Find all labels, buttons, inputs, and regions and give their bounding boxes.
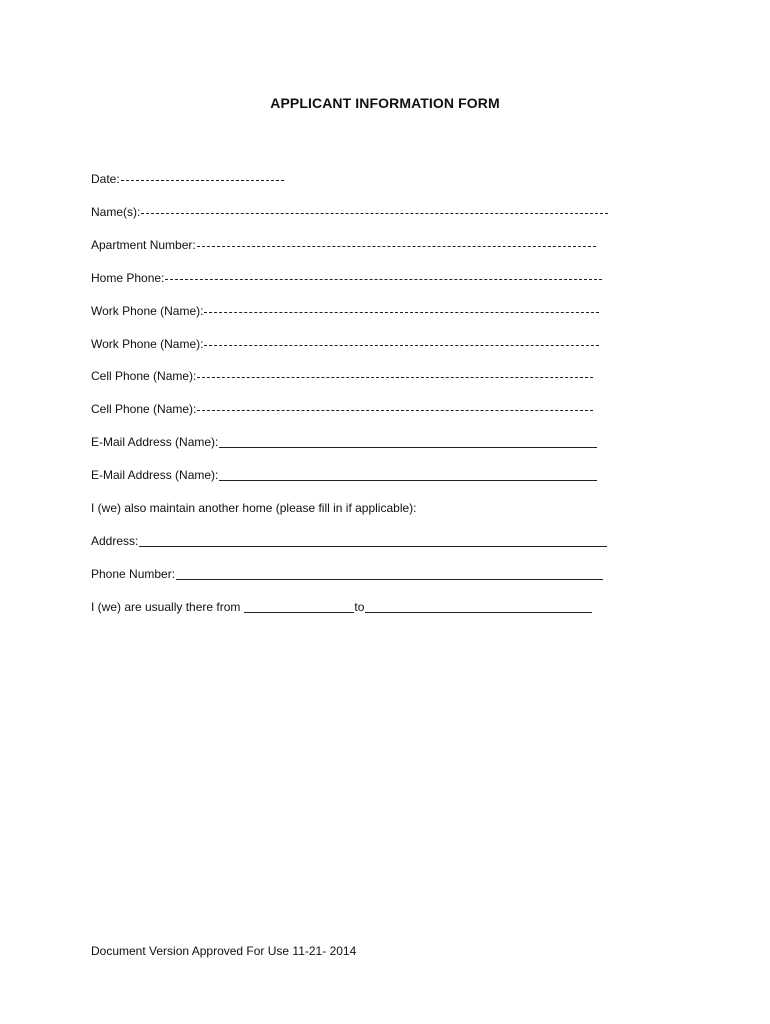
apartment-number-label: Apartment Number:: [91, 238, 196, 252]
another-home-text: I (we) also maintain another home (please fill in if applicable):: [91, 501, 417, 515]
phone-number-label: Phone Number:: [91, 567, 176, 581]
work-phone-input-line-2[interactable]: [204, 336, 599, 346]
usually-there-label: I (we) are usually there from: [91, 600, 241, 614]
cell-phone-field-2: [91, 401, 593, 417]
home-phone-label: Home Phone:: [91, 271, 165, 285]
names-label: Name(s):: [91, 205, 141, 219]
email-field-1: [91, 434, 597, 450]
work-phone-field-1: [91, 303, 599, 319]
apartment-number-field: [91, 237, 596, 253]
cell-phone-label-2: Cell Phone (Name):: [91, 402, 197, 416]
cell-phone-field-1: [91, 368, 593, 384]
from-date-input-line[interactable]: [244, 599, 354, 613]
form-title: APPLICANT INFORMATION FORM: [270, 95, 500, 111]
cell-phone-input-line-2[interactable]: [197, 401, 593, 411]
work-phone-field-2: [91, 336, 599, 352]
email-label-1: E-Mail Address (Name):: [91, 435, 219, 449]
date-input-line[interactable]: [121, 171, 284, 181]
home-phone-input-line[interactable]: [165, 270, 602, 280]
phone-number-field: [91, 566, 603, 582]
to-date-input-line[interactable]: [365, 599, 592, 613]
another-home-statement: [91, 500, 417, 516]
date-label: Date:: [91, 172, 120, 186]
work-phone-input-line-1[interactable]: [204, 303, 599, 313]
address-field: [91, 533, 607, 549]
to-label: to: [354, 600, 365, 614]
cell-phone-label-1: Cell Phone (Name):: [91, 369, 197, 383]
phone-number-input-line[interactable]: [176, 566, 603, 580]
names-field: [91, 204, 608, 220]
document-version-footer: Document Version Approved For Use 11-21- 2014: [91, 944, 357, 958]
address-label: Address:: [91, 534, 139, 548]
date-field: [91, 171, 284, 187]
address-input-line[interactable]: [139, 533, 607, 547]
work-phone-label-2: Work Phone (Name):: [91, 337, 204, 351]
work-phone-label-1: Work Phone (Name):: [91, 304, 204, 318]
email-input-line-2[interactable]: [219, 467, 597, 481]
names-input-line[interactable]: [141, 204, 608, 214]
cell-phone-input-line-1[interactable]: [197, 368, 593, 378]
usually-there-field: [91, 599, 592, 615]
apartment-number-input-line[interactable]: [197, 237, 596, 247]
email-label-2: E-Mail Address (Name):: [91, 468, 219, 482]
home-phone-field: [91, 270, 602, 286]
email-input-line-1[interactable]: [219, 434, 597, 448]
email-field-2: [91, 467, 597, 483]
